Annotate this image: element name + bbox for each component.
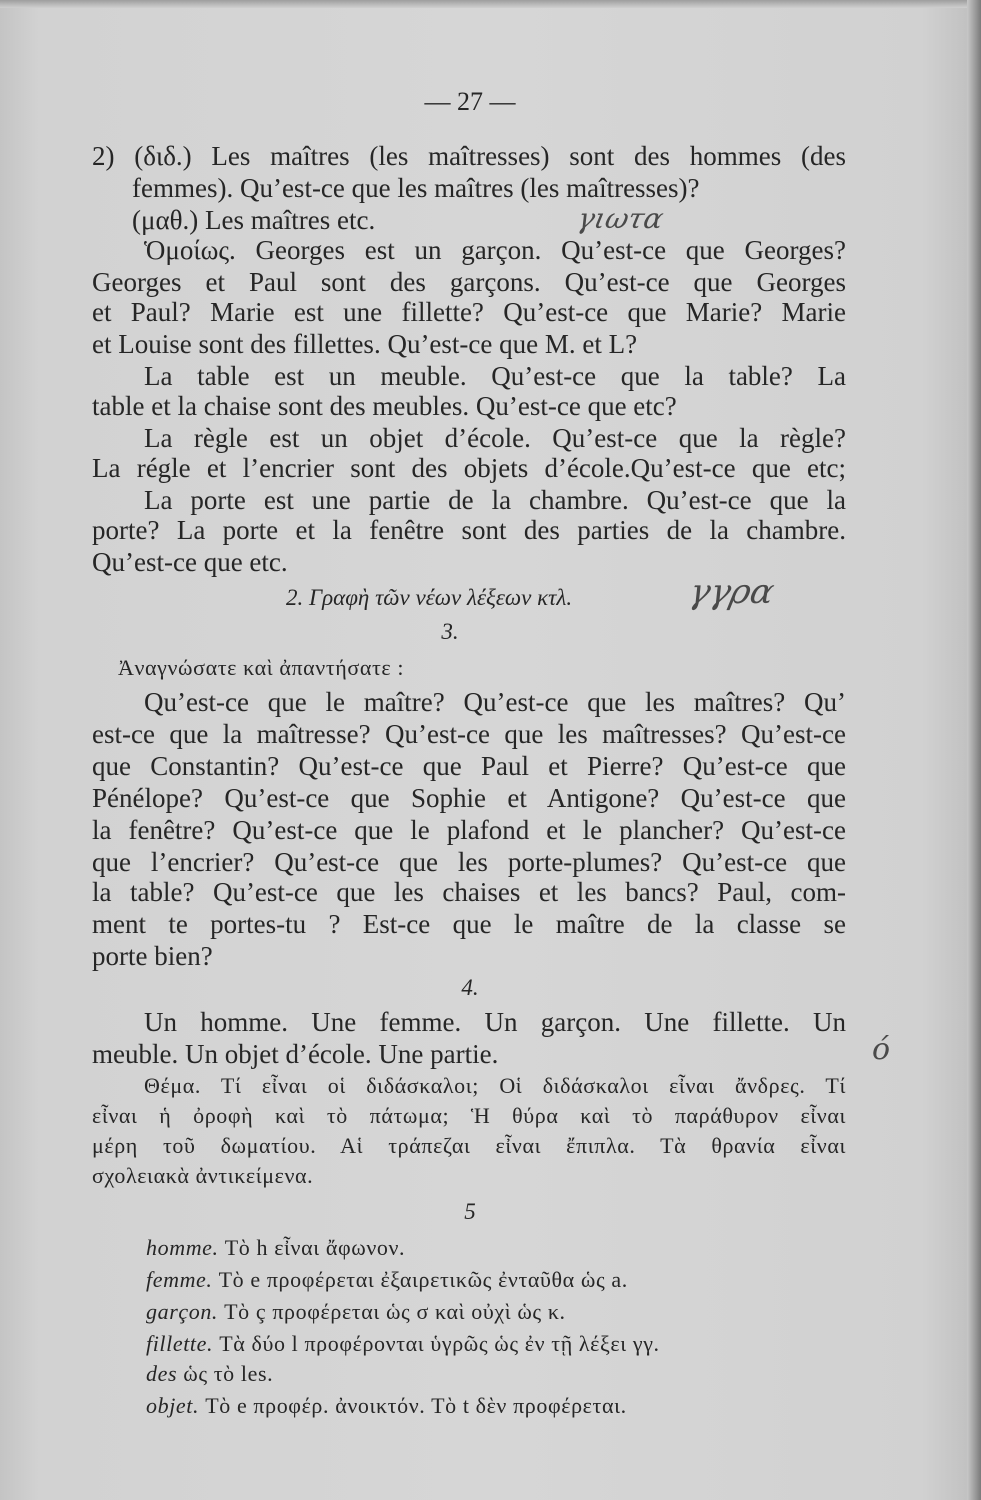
section-heading: 2. Γραφὴ τῶν νέων λέξεων κτλ. [286, 585, 573, 610]
note-line [146, 1296, 566, 1328]
note-text: Τὸ h εἶναι ἄφωνον. [224, 1235, 406, 1260]
text-line: meuble. Un objet d’école. Une partie. [92, 1039, 499, 1069]
text-line: La porte est une partie de la chambre. Qu’est-ce que la [144, 485, 846, 515]
note-word: homme. [146, 1235, 219, 1260]
page-number: — 27 — [424, 87, 516, 116]
note-line [146, 1264, 628, 1296]
text-line: la table? Qu’est-ce que les chaises et les bancs? Paul, com- [92, 877, 846, 907]
text-line: porte? La porte et la fenêtre sont des parties de la chambre. [92, 515, 846, 545]
text-line: que Constantin? Qu’est-ce que Paul et Pierre? Qu’est-ce que [92, 751, 846, 781]
section-number: 4. [461, 975, 479, 1000]
note-line [146, 1358, 273, 1390]
theme-line: σχολειακὰ ἀντικείμενα. [92, 1163, 314, 1188]
section-number: 5 [464, 1199, 476, 1224]
text-line: Ὁμοίως. Georges est un garçon. Qu’est-ce que Georges? [144, 235, 846, 265]
margin-mark: ó [872, 1032, 891, 1067]
text-line: Un homme. Une femme. Un garçon. Une fillette. Un [144, 1007, 846, 1037]
note-line [146, 1232, 405, 1264]
text-line: Qu’est-ce que etc. [92, 547, 288, 577]
note-word: des [146, 1361, 178, 1386]
text-line: et Paul? Marie est une fillette? Qu’est-ce que Marie? Marie [92, 297, 846, 327]
note-line [146, 1390, 627, 1422]
text-line: ment te portes-tu ? Est-ce que le maître de la classe se [92, 909, 846, 939]
text-line: Georges et Paul sont des garçons. Qu’est-ce que Georges [92, 267, 846, 297]
instruction: Ἀναγνώσατε καὶ ἀπαντήσατε : [118, 655, 405, 680]
text-line: La règle est un objet d’école. Qu’est-ce que la règle? [144, 423, 846, 453]
text-line: est-ce que la maîtresse? Qu’est-ce que les maîtresses? Qu’est-ce [92, 719, 846, 749]
text-line: la fenêtre? Qu’est-ce que le plafond et le plancher? Qu’est-ce [92, 815, 846, 845]
text-line: porte bien? [92, 941, 213, 971]
note-line [146, 1328, 660, 1360]
text-line: (μαθ.) Les maîtres etc. [132, 205, 376, 235]
note-text: Τὰ δύο l προφέρονται ὑγρῶς ὡς ἐν τῇ λέξει γγ. [219, 1331, 660, 1356]
handwritten-mark: γιωτα [574, 202, 667, 235]
theme-line: Θέμα. Τί εἶναι οἱ διδάσκαλοι; Οἱ διδάσκαλοι εἶναι ἄνδρες. Τί [144, 1073, 846, 1098]
text-line: Pénélope? Qu’est-ce que Sophie et Antigone? Qu’est-ce que [92, 783, 846, 813]
note-text: ὡς τὸ les. [183, 1361, 274, 1386]
note-text: Τὸ e προφέρ. ἀνοικτόν. Τὸ t δὲν προφέρεται. [205, 1393, 627, 1418]
note-word: garçon. [146, 1299, 219, 1324]
text-line: La régle et l’encrier sont des objets d’école.Qu’est-ce que etc; [92, 453, 846, 483]
note-word: objet. [146, 1393, 200, 1418]
note-word: fillette. [146, 1331, 214, 1356]
section-number: 3. [441, 619, 459, 644]
text-line: 2) (διδ.) Les maîtres (les maîtresses) sont des hommes (des [92, 141, 846, 171]
text-line: que l’encrier? Qu’est-ce que les porte-plumes? Qu’est-ce que [92, 847, 846, 877]
note-text: Τὸ e προφέρεται ἐξαιρετικῶς ἐνταῦθα ὡς a. [218, 1267, 628, 1292]
text-line: Qu’est-ce que le maître? Qu’est-ce que les maîtres? Qu’ [144, 687, 846, 717]
text-line: femmes). Qu’est-ce que les maîtres (les maîtresses)? [132, 173, 700, 203]
theme-line: μέρη τοῦ δωματίου. Αἱ τράπεζαι εἶναι ἔπιπλα. Τὰ θρανία εἶναι [92, 1133, 846, 1158]
theme-line: εἶναι ἡ ὀροφὴ καὶ τὸ πάτωμα; Ἡ θύρα καὶ τὸ παράθυρον εἶναι [92, 1103, 846, 1128]
text-line: table et la chaise sont des meubles. Qu’est-ce que etc? [92, 391, 677, 421]
note-word: femme. [146, 1267, 213, 1292]
page-right-edge [967, 0, 981, 1500]
text-line: La table est un meuble. Qu’est-ce que la table? La [144, 361, 846, 391]
text-line: et Louise sont des fillettes. Qu’est-ce que M. et L? [92, 329, 638, 359]
note-text: Τὸ ç προφέρεται ὡς σ καὶ οὐχὶ ὡς κ. [224, 1299, 566, 1324]
handwritten-mark: γγρα [685, 572, 778, 612]
page-top-shadow [0, 0, 981, 8]
